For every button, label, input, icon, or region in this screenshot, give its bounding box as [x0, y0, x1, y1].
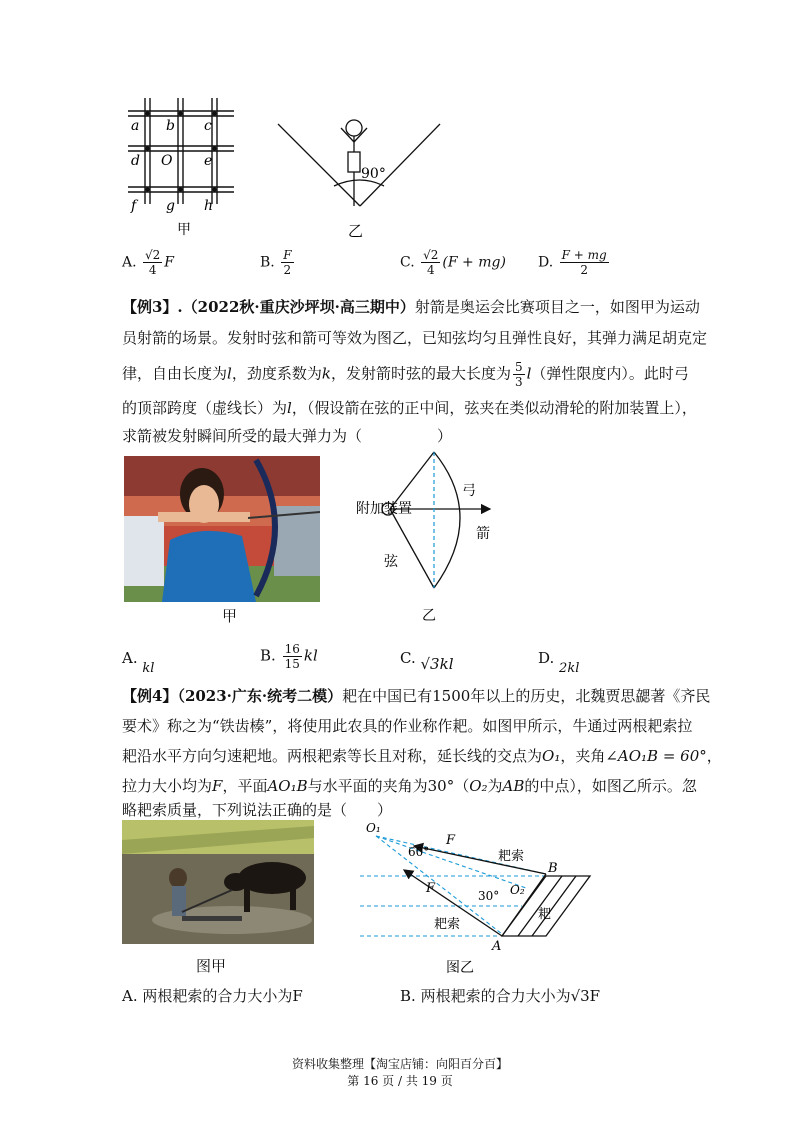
ex3-line-3: 律，自由长度为l，劲度系数为k，发射箭时弦的最大长度为 $\frac{5}{3}$ l（弹性限度内）。此时弓	[122, 360, 689, 389]
ex4-line-3: 耙沿水平方向匀速耙地。两根耙索等长且对称，延长线的交点为O₁，夹角∠AO₁B = 60°，	[122, 747, 722, 765]
label-f-bottom: F	[426, 881, 436, 896]
ex4-option-a[interactable]: A. 两根耙索的合力大小为F	[122, 987, 303, 1005]
grid-label-o: O	[161, 153, 173, 169]
grid-label-d: d	[131, 153, 140, 169]
ex3-option-b[interactable]: B. $\frac{16}{15}$ kl	[260, 642, 318, 671]
rake-diagram	[350, 814, 620, 974]
footer-page-number: 第 16 页 / 共 19 页	[347, 1074, 453, 1088]
ex4-line-4: 拉力大小均为F，平面AO₁B与水平面的夹角为30°（O₂为AB的中点），如图乙所示。忽	[122, 777, 697, 795]
ex3-line-5: 求箭被发射瞬间所受的最大弹力为（ ）	[122, 427, 453, 445]
label-a: A	[492, 939, 502, 954]
ex3-tag: 【例3】.	[122, 298, 183, 316]
ex3-source: （2022秋·重庆沙坪坝·高三期中）	[182, 298, 415, 316]
ex3-line-2: 员射箭的场景。发射时弦和箭可等效为图乙，已知弦均匀且弹性良好，其弹力满足胡克定	[122, 329, 708, 347]
ex4-tag: 【例4】	[122, 687, 178, 705]
ex3-option-a[interactable]: A. kl	[122, 649, 155, 676]
grid-caption: 甲	[177, 222, 191, 238]
ox-photo	[122, 820, 314, 944]
footer-source: 资料收集整理【淘宝店铺：向阳百分百】	[291, 1057, 508, 1071]
label-string: 弦	[384, 554, 398, 570]
ex3-option-c[interactable]: C. √3kl	[400, 649, 454, 673]
grid-label-h: h	[204, 198, 214, 214]
grid-figure	[120, 92, 245, 242]
label-o2: O₂	[510, 883, 525, 897]
grid-label-b: b	[166, 118, 175, 134]
label-o1: O₁	[366, 821, 381, 835]
ex3-line-4: 的顶部跨度（虚线长）为l，（假设箭在弦的正中间，弦夹在类似动滑轮的附加装置上），	[122, 399, 697, 417]
ex4-option-b[interactable]: B. 两根耙索的合力大小为√3F	[400, 987, 601, 1005]
label-bow: 弓	[462, 483, 476, 499]
grid-label-a: a	[131, 118, 140, 134]
ex4-line-5: 略耙索质量，下列说法正确的是（ ）	[122, 801, 393, 819]
grid-label-f: f	[131, 198, 137, 214]
bow-diagram-caption: 乙	[422, 608, 436, 624]
label-b: B	[548, 861, 558, 876]
ox-photo-caption: 图甲	[196, 957, 227, 975]
archer-photo	[124, 456, 320, 602]
label-rope-bottom: 耙索	[434, 917, 461, 932]
ex3-line-1: 【例3】.（2022秋·重庆沙坪坝·高三期中）射箭是奥运会比赛项目之一，如图甲为运动	[122, 298, 700, 316]
grid-label-e: e	[204, 153, 213, 169]
ex4-line-2: 要术》称之为“铁齿楱”，将使用此农具的作业称作耙。如图甲所示，牛通过两根耙索拉	[122, 717, 693, 735]
archer-photo-caption: 甲	[222, 607, 238, 625]
label-f-top: F	[446, 833, 456, 848]
grid-label-g: g	[166, 198, 175, 214]
label-angle-60: 60°	[408, 845, 430, 859]
grid-label-c: c	[204, 118, 212, 134]
rake-diagram-caption: 图乙	[446, 960, 474, 974]
bow-diagram	[350, 446, 510, 631]
ex3-option-d[interactable]: D. 2kl	[538, 649, 580, 676]
option-c-prev[interactable]: C. $\frac{√2}{4}$ (F + mg)	[400, 248, 506, 277]
label-arrow: 箭	[476, 526, 490, 542]
option-d-prev[interactable]: D. $\frac{F + mg}{2}$	[538, 248, 607, 277]
right-angle-label: 90°	[361, 166, 386, 182]
label-rope-top: 耙索	[498, 849, 525, 864]
ex4-line-1: 【例4】（2023·广东·统考二模）耙在中国已有1500年以上的历史，北魏贾思勰著《齐民	[122, 687, 711, 705]
option-b-prev[interactable]: B. $\frac{F}{2}$	[260, 248, 292, 277]
label-rake: 耙	[538, 907, 552, 922]
v-figure	[270, 112, 450, 242]
label-angle-30: 30°	[478, 889, 500, 903]
label-device: 附加装置	[356, 501, 412, 517]
option-a-prev[interactable]: A. $\frac{√2}{4}$ F	[122, 248, 175, 277]
v-figure-caption: 乙	[348, 222, 364, 240]
ex4-source: （2023·广东·统考二模）	[177, 687, 343, 705]
